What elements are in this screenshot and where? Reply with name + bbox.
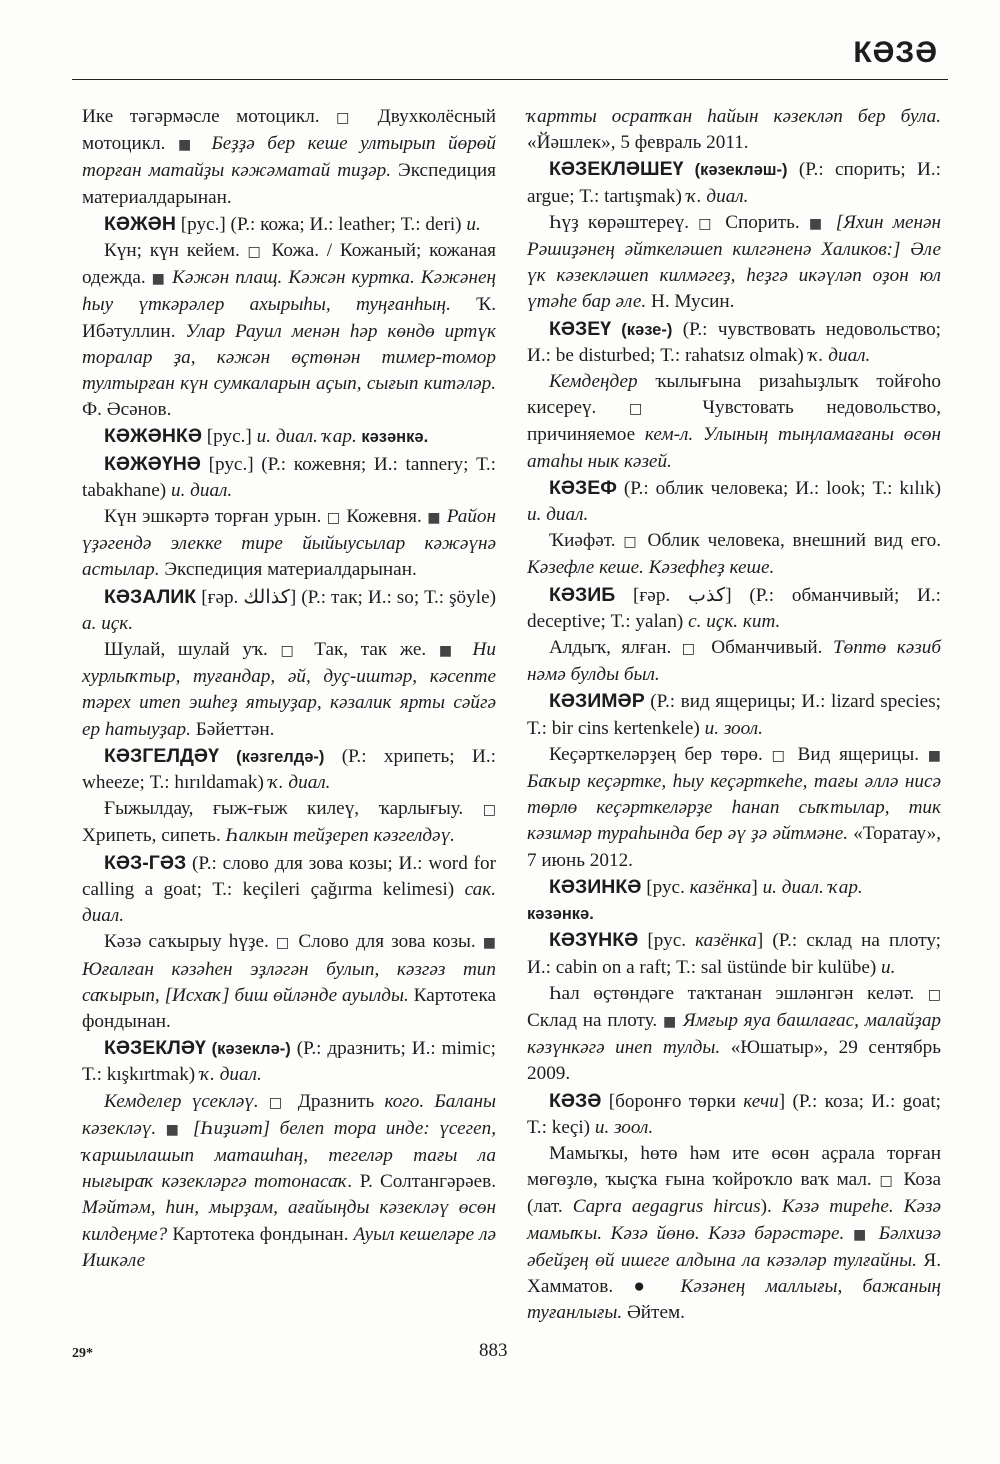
headword: КӘЗИНКӘ	[549, 875, 642, 898]
entry-kezinke-ref: кәзәнкә.	[527, 905, 594, 924]
entry-kezef-body: Ҡиәфәт. □ Облик человека, внешний вид его. Кәзефле кеше. Кәзефһеҙ кеше.	[527, 530, 942, 579]
black-square-icon: ■	[177, 137, 199, 154]
black-square-icon: ■	[151, 271, 167, 288]
headword: КӘЗ-ГӘЗ	[104, 851, 187, 874]
white-square-icon: □	[927, 986, 941, 1003]
entry-kezimer: КӘЗИМӘР (Р.: вид ящерицы; И.: lizard species; Т.: bir cins kertenkele) и. зоол.	[527, 690, 941, 739]
headword: КӘЗЕФ	[549, 476, 617, 499]
headword: КӘЗИБ	[549, 583, 616, 606]
black-square-icon: ■	[165, 1121, 184, 1138]
headword: КӘЗҮНКӘ	[549, 929, 639, 952]
black-square-icon: ■	[662, 1013, 678, 1030]
header-rule	[72, 79, 948, 80]
headword: КӘЗЕКЛӘҮ	[104, 1037, 206, 1060]
white-square-icon: □	[280, 643, 302, 660]
entry-kezeu: КӘЗЕҮ (кәзе-) (Р.: чувствовать недовольство; И.: be disturbed; Т.: rahatsız olmak) ҡ. диал.	[527, 317, 941, 366]
entry-kezekleu-body: Кемделер үсекләү. □ Дразнить кого. Баланы кәзекләү. ■ [Һиҙиәт] белеп тора инде: үсегеп, ҡаршылашып маташһаң, тегеләр тағы ла нығыраҡ кәзекләргә тотонасаҡ. Р. Солтангәрәев. Мәйтәм, һин, мырҙам, ағайыңды кәзекләү өсөн килдеңме? Картотека фондынан. Ауыл кешеләре лә Ишкәле	[82, 1090, 497, 1271]
headword: КӘЗЕКЛӘШЕҮ	[549, 158, 684, 181]
white-square-icon: □	[698, 215, 716, 232]
white-square-icon: □	[482, 802, 496, 819]
black-square-icon: ■	[482, 935, 497, 952]
entry-kezeu-body: Кемдеңдер ҡылығына ризаһыҙлыҡ тойғоһо кисереү. □ Чувстовать недовольство, причиняемое кем-л. Улының тыңламағаны өсөн атаһы нык кәзей.	[527, 371, 942, 472]
entry-kezinke: КӘЗИНКӘ [рус. казёнка] и. диал. ҡар.	[549, 875, 863, 898]
entry-kezalik: КӘЗАЛИК [ғәр. كذالك] (Р.: так; И.: so; Т.: şöyle) а. иҫк.	[82, 585, 496, 634]
entry-continuation: Ике тәгәрмәсле мотоцикл. □ Двухколёсный мотоцикл. ■ Беҙҙә бер кеше ултырып йөрөй торған матайҙы кәжәматай тиҙәр. Экспедиция материалдарынан.	[82, 106, 497, 208]
right-column	[527, 104, 941, 1326]
entry-kezeklesheu-body: Һүҙ көрәштереү. □ Спорить. ■ [Яхин менән Рәшиҙәнең әйткеләшеп килгәненә Халиков:] Әле үк кәзекләшеп килмәгеҙ, һеҙгә икәүләп оҙон юл үтәһе бар әле. Н. Мусин.	[527, 211, 942, 313]
entry-kez-gez-body: Кәзә саҡырыу һүҙе. □ Слово для зова козы. ■ Юғалған кәзәһен эҙләгән булып, кәзгәз тип саҡырып, [Исхаҡ] биш өйләнде ауылды. Картотека фондынан.	[82, 931, 497, 1032]
headword: КӘЖӘҮНӘ	[104, 452, 201, 475]
white-square-icon: □	[326, 510, 341, 527]
white-square-icon: □	[623, 534, 640, 551]
entry-kezekleu: КӘЗЕКЛӘҮ (кәзеклә-) (Р.: дразнить; И.: mimic; Т.: kışkırtmak) ҡ. диал.	[82, 1037, 497, 1086]
headword: КӘЗИМӘР	[549, 690, 645, 713]
white-square-icon: □	[681, 641, 701, 658]
entry-kezhen: КӘЖӘН [рус.] (Р.: кожа; И.: leather; Т.: deri) и.	[104, 212, 481, 235]
black-square-icon: ■	[852, 1226, 871, 1243]
left-column	[82, 104, 496, 1274]
entry-kezekleu-continuation: ҡартты осратҡан һайын кәзекләп бер була. «Йәшлек», 5 февраль 2011.	[527, 106, 941, 154]
entry-kezhen-body: Күн; күн кейем. □ Кожа. / Кожаный; кожаная одежда. ■ Кәжән плащ. Кәжән куртка. Кәжәнең һыу үткәрәлер ахырыһы, туңғанһың. Ҡ. Ибәтуллин. Улар Рауил менән һәр көндө иртүк торалар ҙа, кәжән өҫтөнән тимер-томор тултырған күн сумкаларын аҫып, сығып китәләр. Ф. Әсәнов.	[82, 240, 497, 421]
entry-kezalik-body: Шулай, шулай уҡ. □ Так, так же. ■ Ни хурлыҡтыр, туғандар, әй, дуҫ-иштәр, кәсепте тәрех итеп эшһеҙ ятыуҙар, кәзалик ярты сәйгә ер һатыуҙар. Бәйеттән.	[82, 639, 496, 740]
entry-kezib-body: Алдыҡ, ялған. □ Обманчивый. Төптө кәзиб нәмә булды был.	[527, 637, 942, 686]
entry-kez-gez: КӘЗ-ГӘЗ (Р.: слово для зова козы; И.: word for calling a goat; Т.: keçileri çağırma kelimesi) сак. диал.	[82, 851, 496, 927]
white-square-icon: □	[275, 935, 292, 952]
entry-kezunke-body: Һал өҫтөндәге таҡтанан эшләнгән келәт. □ Склад на плоту. ■ Ямғыр яуа башлағас, малайҙар кәзүнкәгә инеп тулды. «Юшатыр», 29 сентябрь 2009.	[527, 982, 942, 1085]
arabic-etymon: كذب	[687, 584, 726, 606]
white-square-icon: □	[247, 244, 264, 261]
entry-kezef: КӘЗЕФ (Р.: облик человека; И.: look; Т.: kılık) и. диал.	[527, 476, 941, 526]
white-square-icon: □	[879, 1173, 896, 1190]
headword: КӘЗӘ	[549, 1089, 602, 1112]
entry-kezgeldeu: КӘЗГЕЛДӘҮ (кәзгелдә-) (Р.: хрипеть; И.: wheeze; Т.: hırıldamak) ҡ. диал.	[82, 744, 496, 794]
headword: КӘЖӘНКӘ	[104, 425, 202, 448]
white-square-icon: □	[628, 401, 670, 418]
entry-keze: КӘЗӘ [боронғо төрки кечи] (Р.: коза; И.: goat; Т.: keçi) и. зоол.	[527, 1089, 941, 1138]
white-square-icon: □	[771, 747, 789, 764]
running-header-word: КӘЗӘ	[853, 36, 938, 69]
black-square-icon: ■	[438, 643, 460, 660]
headword: КӘЗЕҮ	[549, 317, 612, 340]
entry-kezhenke: КӘЖӘНКӘ [рус.] и. диал. ҡар. кәзәнкә.	[104, 425, 429, 448]
headword: КӘЖӘН	[104, 212, 176, 235]
black-square-icon: ■	[927, 747, 942, 764]
black-square-icon: ■	[808, 215, 827, 232]
black-square-icon: ■	[427, 510, 442, 527]
entry-keze-body: Мамыҡы, һөтө һәм ите өсөн аҫрала торған мөгөҙлө, ҡыҫҡа ғына ҡойроҡло ваҡ мал. □ Коза (лат. Capra aegagrus hircus). Кәзә тиреһе. Кәзә мамыҡы. Кәзә йөнө. Кәзә бәрәстәре. ■ Бәлхизә әбейҙең өй ишеге алдына ла кәзәләр тулғайны. Я. Хамматов. ● Кәзәнең маллығы, бажаның туғанлығы. Әйтем.	[527, 1142, 942, 1324]
page-number: 883	[479, 1340, 508, 1361]
entry-kezib: КӘЗИБ [ғәр. كذب] (Р.: обманчивый; И.: deceptive; Т.: yalan) с. иҫк. кит.	[527, 583, 941, 632]
white-square-icon: □	[268, 1094, 288, 1111]
headword: КӘЗАЛИК	[104, 585, 197, 608]
arabic-etymon: كذالك	[243, 586, 290, 608]
entry-kezunke: КӘЗҮНКӘ [рус. казёнка] (Р.: склад на плоту; И.: cabin on a raft; Т.: sal üstünde bir kulübe) и.	[527, 929, 941, 978]
entry-kezheune-body: Күн эшкәртә торған урын. □ Кожевня. ■ Район үҙәгендә элекке тире йыйыусылар кәжәүнә астылар. Экспедиция материалдарынан.	[82, 506, 497, 581]
bullet-icon: ●	[633, 1275, 661, 1297]
entry-kezheune: КӘЖӘҮНӘ [рус.] (Р.: кожевня; И.: tannery; Т.: tabakhane) и. диал.	[82, 452, 496, 501]
entry-kezimer-body: Кеҫәрткеләрҙең бер төрө. □ Вид ящерицы. ■ Баҡыр кеҫәртке, һыу кеҫәрткеһе, тағы әллә нисә төрлө кеҫәрткеләрҙе һанап сыҡтылар, тик кәзимәр тураһында бер әү ҙә әйтмәне. «Торатау», 7 июнь 2012.	[527, 743, 942, 871]
headword: КӘЗГЕЛДӘҮ	[104, 744, 219, 767]
entry-kezeklesheu: КӘЗЕКЛӘШЕҮ (кәзекләш-) (Р.: спорить; И.: argue; Т.: tartışmak) ҡ. диал.	[527, 158, 941, 207]
signature-mark: 29*	[72, 1346, 93, 1361]
entry-kezgeldeu-body: Ғыжылдау, ғыж-ғыж килеү, ҡарлығыу. □ Хрипеть, сипеть. Һалкын тейҙереп кәзгелдәү.	[82, 798, 496, 847]
white-square-icon: □	[336, 110, 362, 126]
